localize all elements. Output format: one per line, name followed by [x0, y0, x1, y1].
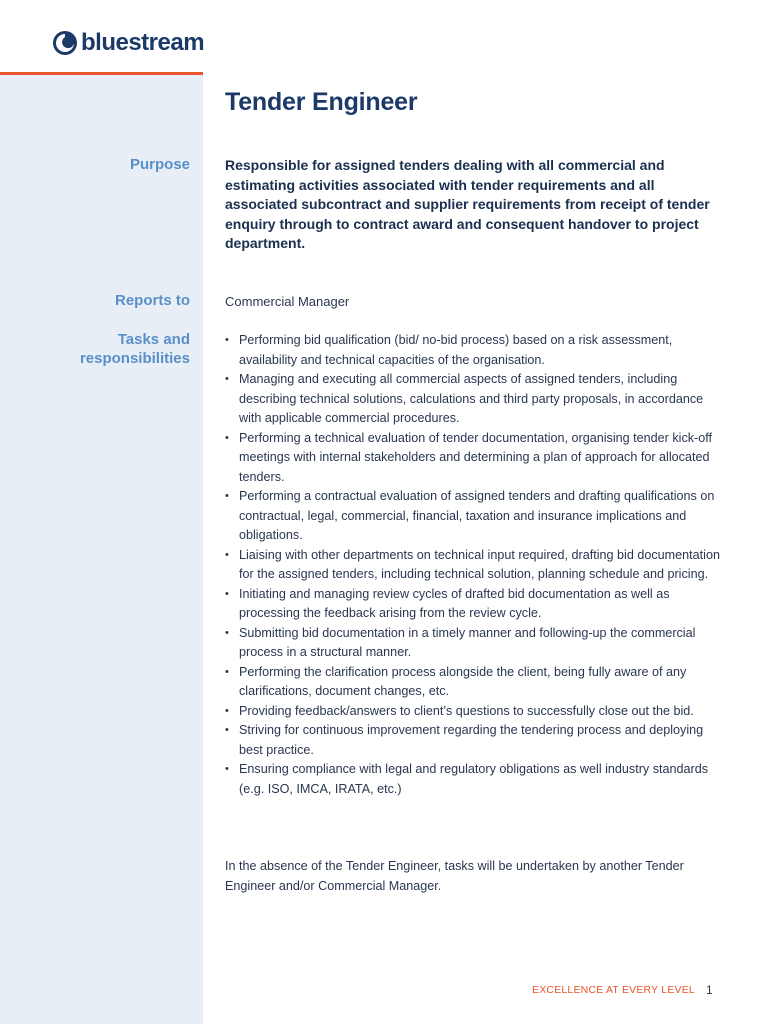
list-item — [225, 487, 725, 546]
list-item — [225, 760, 725, 799]
bullet-icon: • — [225, 626, 229, 639]
logo-wordmark: bluestream — [81, 29, 205, 56]
list-item-text: Liaising with other departments on technical input required, drafting bid documentation for the assigned tenders, including technical solution, planning schedule and pricing. — [239, 547, 720, 581]
bullet-icon: • — [225, 431, 229, 444]
page-title: Tender Engineer — [225, 88, 418, 116]
bullet-icon: • — [225, 490, 229, 502]
list-item-text: Managing and executing all commercial aspects of assigned tenders, including describing technical solutions, calculations and third party proposals, in accordance with applicable commercial procedures. — [239, 372, 704, 425]
bullet-icon: • — [225, 334, 229, 346]
page-number: 1 — [706, 983, 713, 997]
tasks-label — [10, 330, 190, 368]
list-item — [225, 702, 725, 722]
sidebar-panel — [0, 74, 203, 1024]
list-item-text: Performing bid qualification (bid/ no-bid process) based on a risk assessment, availability and technical capacities of the organisation. — [239, 333, 673, 367]
list-item — [225, 370, 725, 429]
list-item-text: Ensuring compliance with legal and regulatory obligations as well industry standards (e.g. ISO, IMCA, IRATA, etc.) — [239, 762, 709, 796]
header-accent-line — [0, 72, 203, 75]
purpose-text: Responsible for assigned tenders dealing with all commercial and estimating activities associated with tender requirements and all associated subcontract and supplier requirements from receipt of tender enquiry through to contract award and consequent handover to project department. — [225, 157, 710, 251]
list-item — [225, 546, 725, 585]
list-item-text: Striving for continuous improvement regarding the tendering process and deploying best practice. — [239, 723, 704, 757]
list-item — [225, 624, 725, 663]
reports-to-value: Commercial Manager — [225, 294, 350, 309]
list-item — [225, 585, 725, 624]
bullet-icon: • — [225, 724, 229, 736]
list-item — [225, 663, 725, 702]
list-item-text: Initiating and managing review cycles of drafted bid documentation as well as processing the feedback arising from the review cycle. — [239, 586, 670, 620]
bullet-icon: • — [225, 665, 229, 678]
list-item — [225, 331, 725, 370]
list-item-text: Providing feedback/answers to client’s questions to successfully close out the bid. — [239, 703, 694, 718]
list-item-text: Performing a contractual evaluation of assigned tenders and drafting qualifications on contractual, legal, commercial, financial, taxation and insurance implications and obligations. — [239, 489, 715, 542]
bluestream-wave-logo-icon — [52, 30, 78, 56]
bullet-icon: • — [225, 548, 229, 561]
list-item-text: Performing a technical evaluation of tender documentation, organising tender kick-off meetings with internal stakeholders and determining a plan of approach for allocated tenders. — [239, 430, 713, 484]
list-item-text: Submitting bid documentation in a timely manner and following-up the commercial process in a structural manner. — [239, 625, 696, 659]
reports-to-label: Reports to — [115, 292, 190, 309]
bullet-icon: • — [225, 704, 229, 717]
bullet-icon: • — [225, 587, 229, 600]
bullet-icon: • — [225, 763, 229, 775]
brand-logo — [52, 30, 204, 56]
tasks-list — [225, 331, 725, 799]
closing-paragraph: In the absence of the Tender Engineer, tasks will be undertaken by another Tender Engineer and/or Commercial Manager. — [225, 859, 684, 893]
list-item-text: Performing the clarification process alongside the client, being fully aware of any clarifications, document changes, etc. — [239, 664, 687, 698]
list-item — [225, 721, 725, 760]
tasks-label-line2: responsibilities — [79, 350, 190, 367]
tasks-label-line1: Tasks and — [117, 331, 190, 348]
bullet-icon: • — [225, 373, 229, 385]
purpose-label: Purpose — [129, 156, 190, 173]
footer-tagline: EXCELLENCE AT EVERY LEVEL — [532, 984, 695, 996]
list-item — [225, 429, 725, 488]
